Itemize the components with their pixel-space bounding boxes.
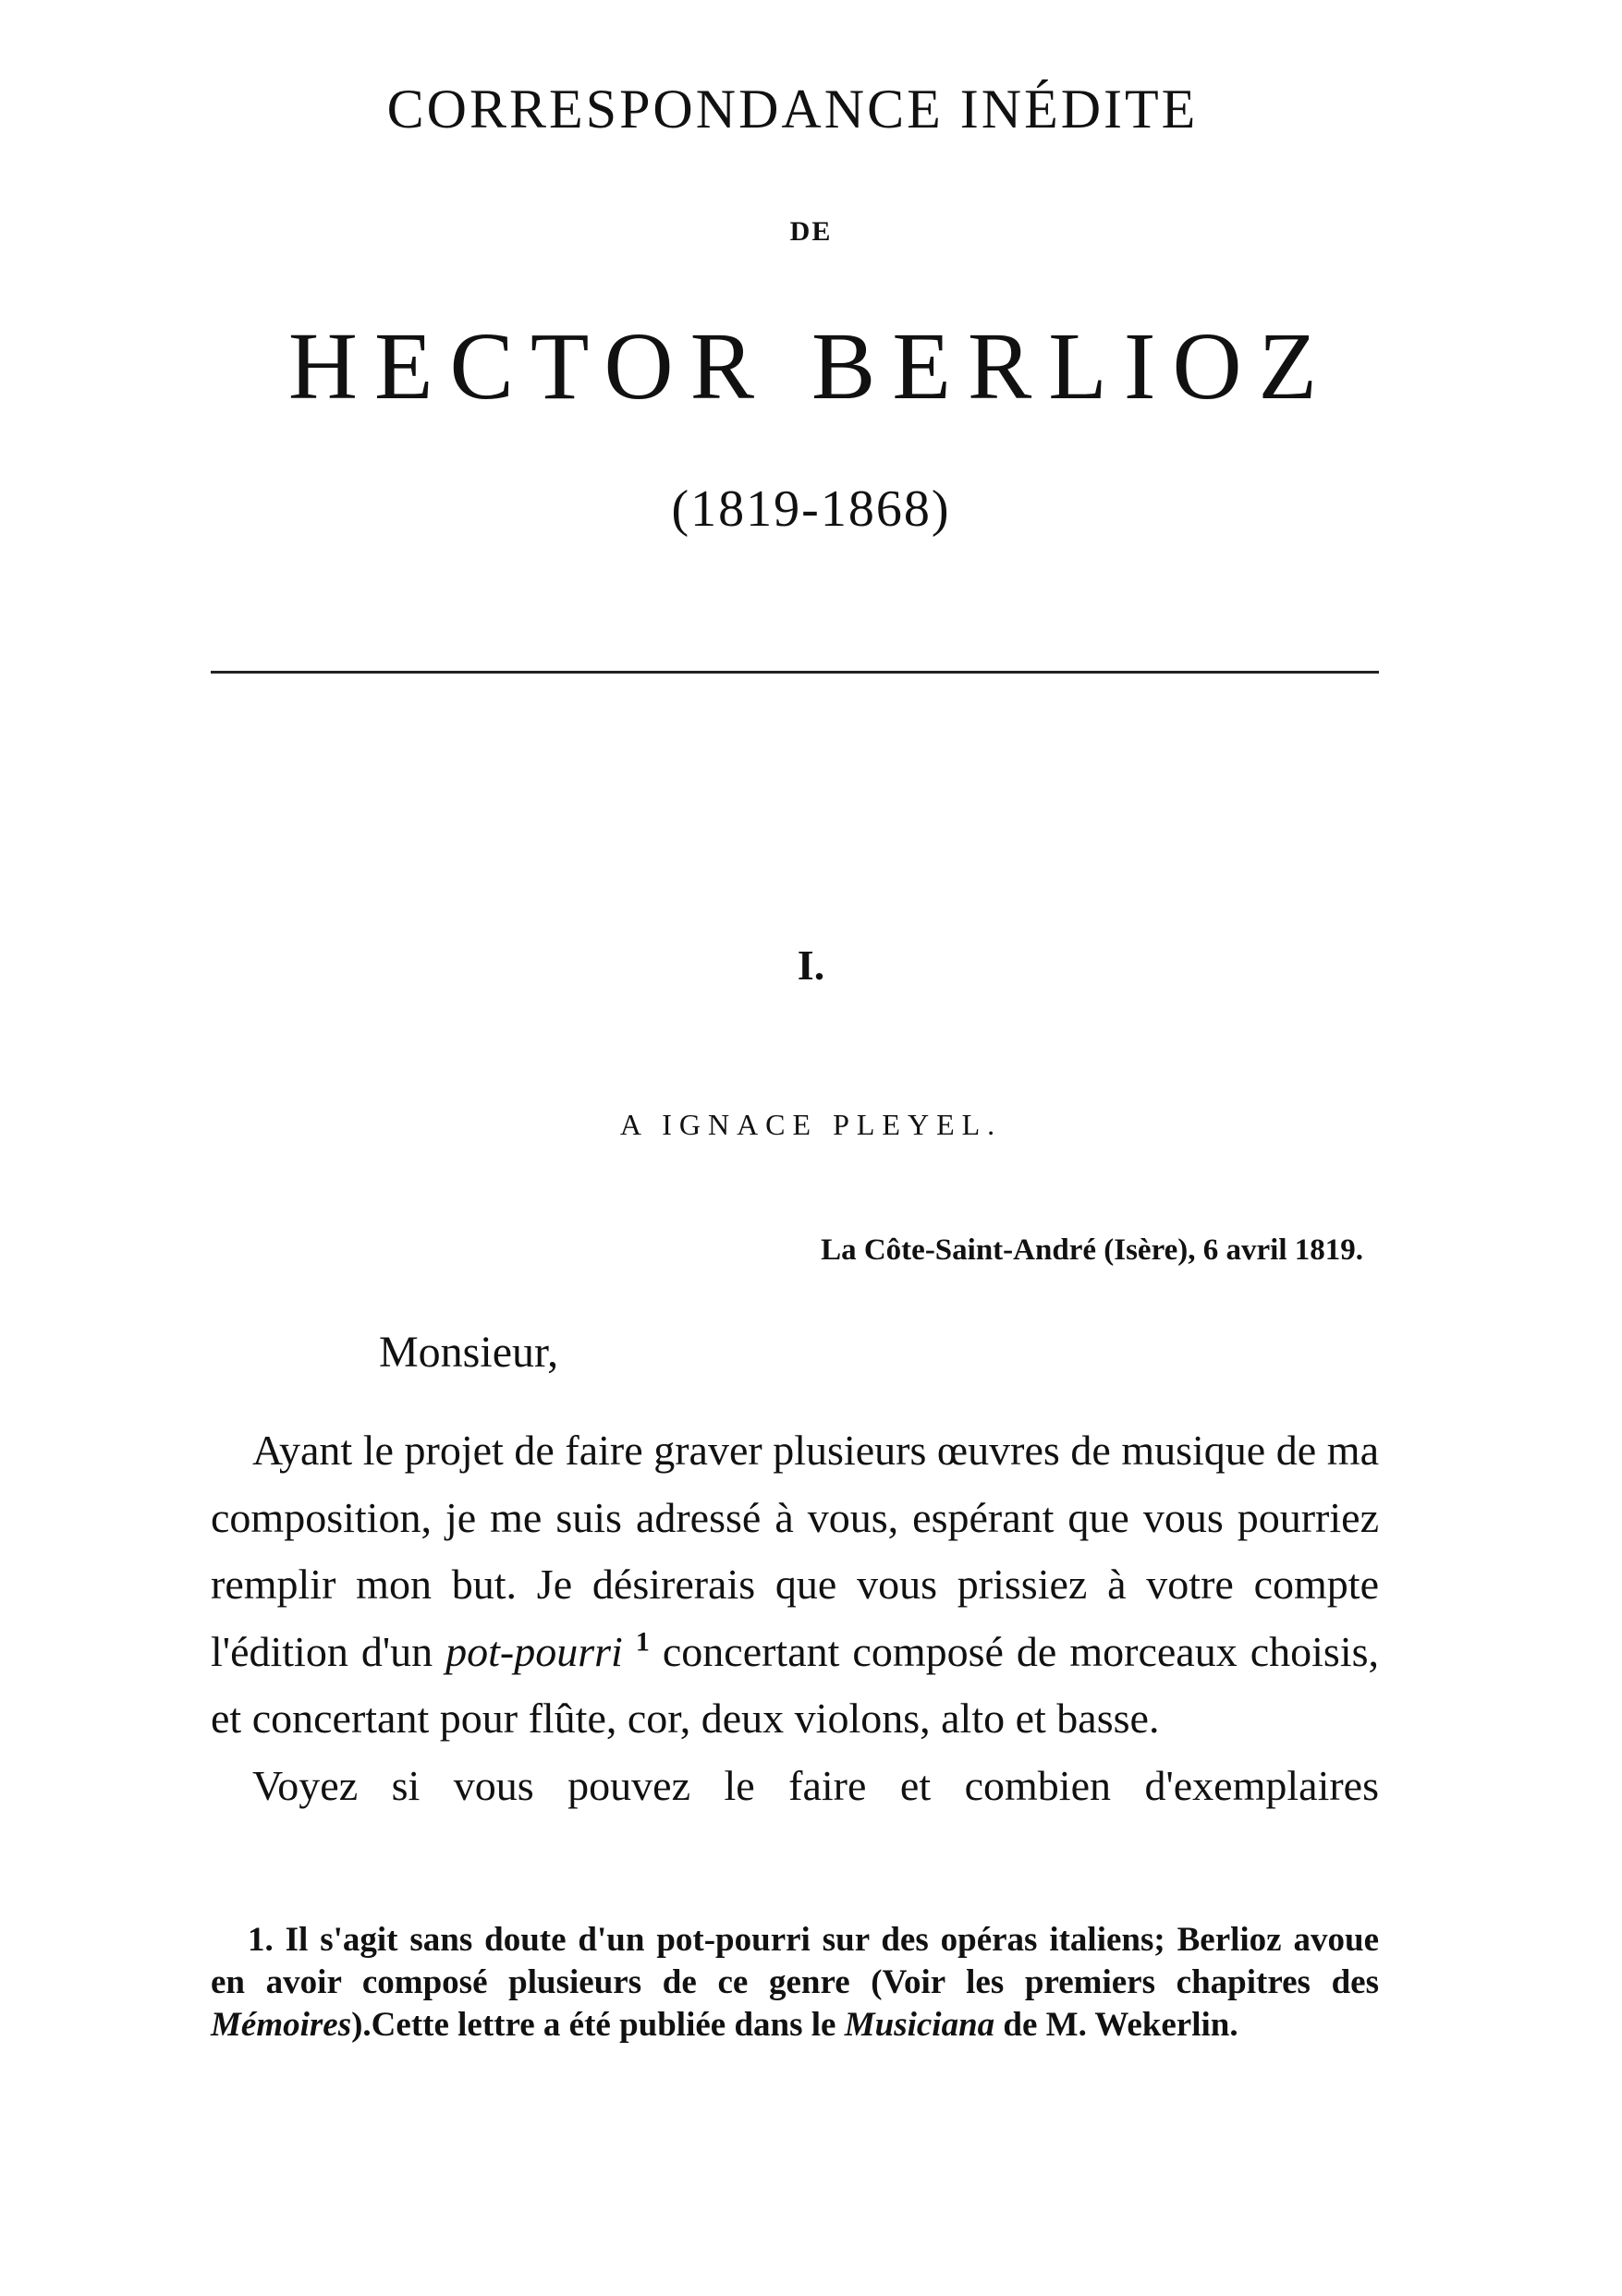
footnote: [211, 1919, 1379, 2047]
letter-dateline: La Côte-Saint-André (Isère), 6 avril 1819.: [821, 1233, 1363, 1267]
footnote-text: de M. Wekerlin.: [994, 2006, 1238, 2044]
italic-title: Musiciana: [844, 2006, 995, 2044]
letter-paragraph: Voyez si vous pouvez le faire et combien d'exemplaires: [252, 1761, 1379, 1809]
author-dates: (1819-1868): [671, 480, 951, 538]
letter-recipient: A IGNACE PLEYEL.: [619, 1108, 1003, 1141]
section-divider: [211, 671, 1379, 674]
letter-salutation: Monsieur,: [379, 1328, 559, 1377]
paragraph-text: Ayant le projet de faire graver plusieurs œuvres de musique de ma composition, je me suis adressé à vous, espérant que vous pourriez remplir mon but. Je désirerais que vous prissiez à votre compte l'édition d'un: [211, 1427, 1379, 1675]
letter-paragraph: [211, 1417, 1379, 1753]
footnote-text: ).Cette lettre a été publiée dans le: [351, 2006, 845, 2044]
footnote-number: 1.: [248, 1921, 274, 1959]
author-name: HECTOR BERLIOZ: [287, 313, 1335, 419]
title-connector: DE: [789, 216, 833, 247]
paragraph-text: concertant composé de morceaux choisis, et concertant pour flûte, cor, deux violons, alto et basse.: [211, 1627, 1380, 1742]
italic-term: pot-pourri: [445, 1627, 623, 1675]
letter-number: I.: [797, 941, 825, 989]
footnote-text: Il s'agit sans doute d'un pot-pourri sur des opéras italiens; Berlioz avoue en avoir composé plusieurs de ce genre (Voir les premiers chapitres des: [211, 1921, 1379, 2001]
book-title: CORRESPONDANCE INÉDITE: [386, 79, 1199, 140]
italic-title: Mémoires: [211, 2006, 352, 2044]
footnote-reference[interactable]: 1: [635, 1626, 650, 1658]
letter-body: [211, 1417, 1379, 1819]
